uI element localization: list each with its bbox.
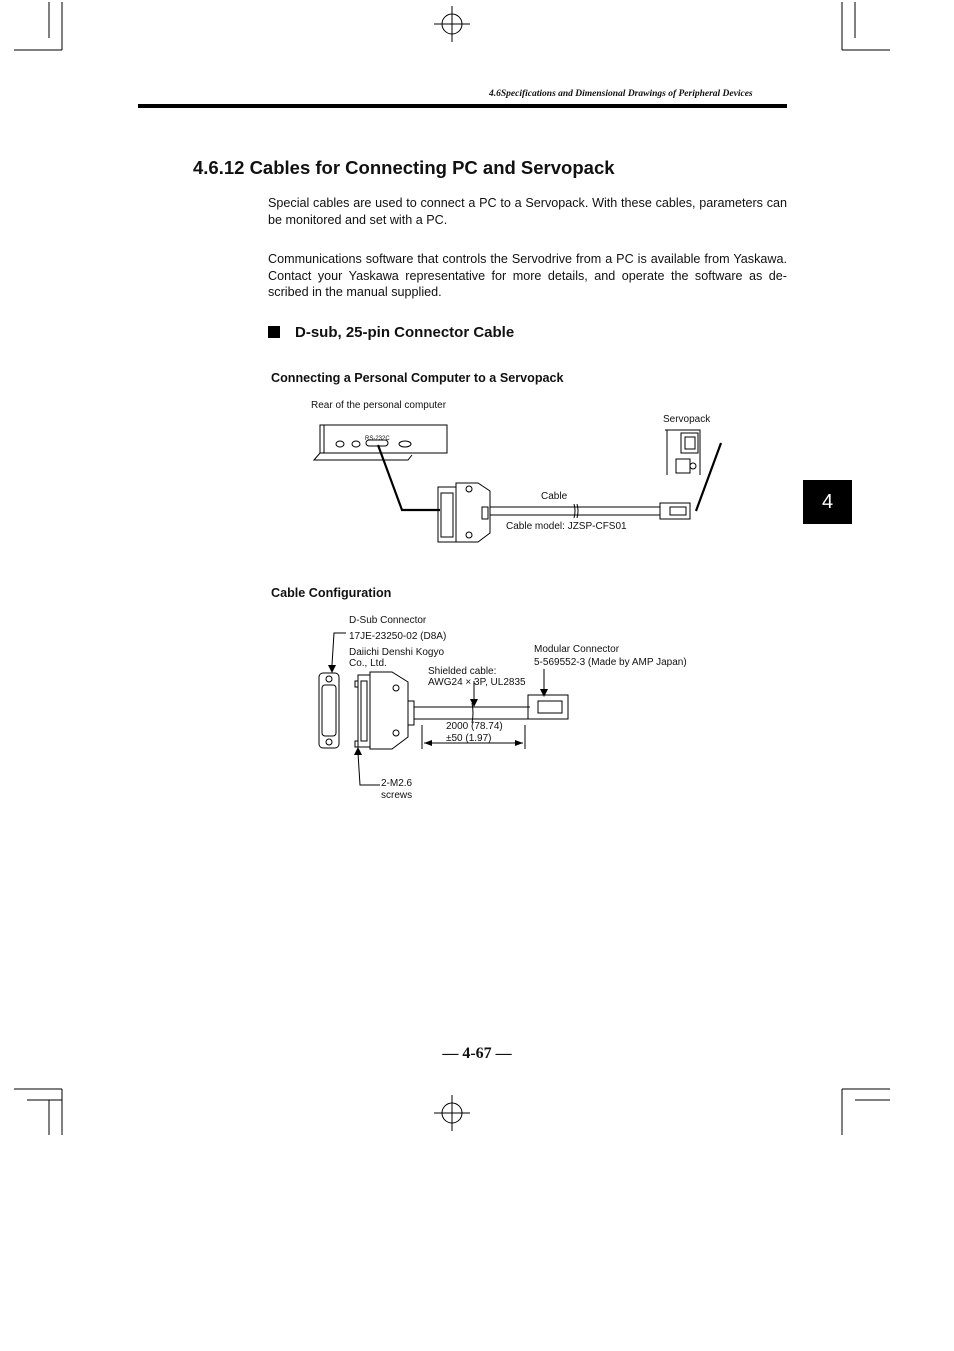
shielded-cable-label: Shielded cable: xyxy=(428,666,497,677)
running-header: 4.6Specifications and Dimensional Drawings of Peripheral Devices xyxy=(489,89,753,99)
cable-length-tolerance: ±50 (1.97) xyxy=(446,733,492,744)
dsub-maker-line2: Co., Ltd. xyxy=(349,658,387,669)
rs232c-port-label: RS-232C xyxy=(365,436,390,442)
screws-label-line2: screws xyxy=(381,790,413,801)
cable-label: Cable xyxy=(541,491,568,502)
modular-connector-label: Modular Connector xyxy=(534,644,620,655)
software-paragraph: Communications software that controls the Servodrive from a PC is available from Yaskawa. Contact your Yaskawa representative for more details, and operate the software as de- scribed in the manual supplied. xyxy=(268,252,787,300)
screws-label: 2-M2.6 xyxy=(381,778,413,789)
cable-length-label: 2000 (78.74) xyxy=(446,721,503,732)
header-rule xyxy=(138,104,787,108)
dsub-part-number: 17JE-23250-02 (D8A) xyxy=(349,631,447,642)
square-bullet-icon xyxy=(268,326,280,338)
subsection-heading xyxy=(268,324,514,341)
dsub-connector-label: D-Sub Connector xyxy=(349,615,427,626)
subsection-title: D-sub, 25-pin Connector Cable xyxy=(295,324,515,341)
shielded-cable-spec: AWG24 × 3P, UL2835 xyxy=(428,677,526,688)
dsub-maker-line1: Daiichi Denshi Kogyo xyxy=(349,647,445,658)
figure2-caption: Cable Configuration xyxy=(271,586,392,600)
servopack-label: Servopack xyxy=(663,414,711,425)
page-number: — 4-67 — xyxy=(442,1045,512,1062)
figure1-caption: Connecting a Personal Computer to a Servopack xyxy=(271,371,564,385)
modular-connector-part: 5-569552-3 (Made by AMP Japan) xyxy=(534,657,687,668)
pc-rear-label: Rear of the personal computer xyxy=(311,400,447,411)
section-title: 4.6.12 Cables for Connecting PC and Servopack xyxy=(193,157,615,178)
intro-paragraph: Special cables are used to connect a PC to a Servopack. With these cables, parameters can be monitored and set with a PC. xyxy=(268,196,787,227)
cable-model-label: Cable model: JZSP-CFS01 xyxy=(506,521,627,532)
chapter-tab: 4 xyxy=(803,480,852,524)
